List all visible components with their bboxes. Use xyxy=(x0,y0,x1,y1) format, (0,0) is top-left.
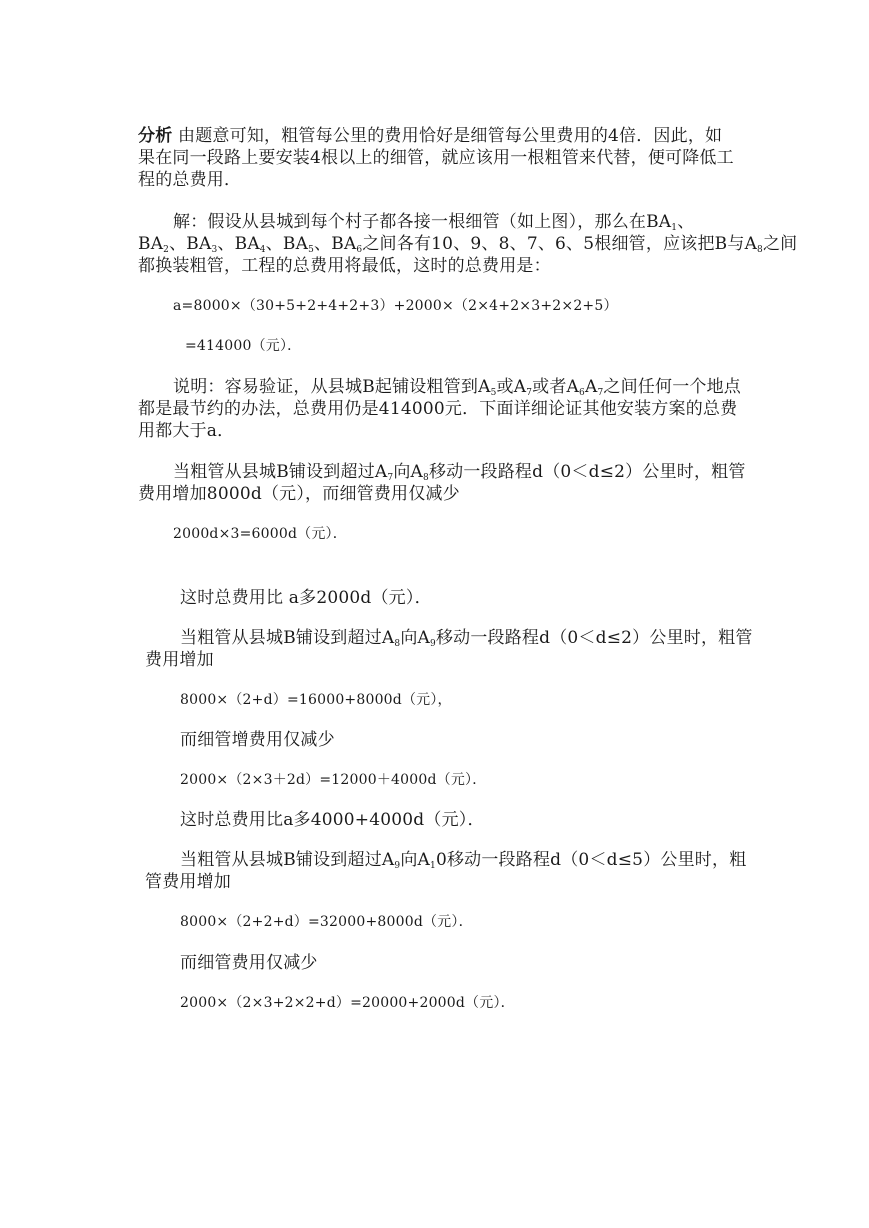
note-line-2: 都是最节约的办法，总费用仍是414000元．下面详细论证其他安装方案的总费 xyxy=(138,399,738,419)
solution-line-3: 都换装粗管，工程的总费用将最低，这时的总费用是： xyxy=(138,256,551,276)
case3-line-5: 2000×（2×3+2×2+d）=20000+2000d（元）． xyxy=(180,995,515,1011)
case3-line-1: 当粗管从县城B铺设到超过$A_9$向$A_10$移动一段路程d（0＜d≤5）公里时，粗 xyxy=(180,850,747,871)
case2-line-4: 而细管增费用仅减少 xyxy=(180,730,335,750)
case3-line-3: 8000×（2+2+d）=32000+8000d（元）． xyxy=(180,914,473,930)
solution-result: =414000（元）． xyxy=(185,338,302,354)
note-line-3: 用都大于a． xyxy=(138,421,235,441)
case1-line-3: 2000d×3=6000d（元）． xyxy=(173,526,347,542)
solution-line-2: $BA_2$、$BA_3$、$BA_4$、$BA_5$、$BA_6$之间各有10、9、8、7、6、5根细管，应该把B与$A_8$之间 xyxy=(138,234,798,255)
case3-line-4: 而细管费用仅减少 xyxy=(180,953,318,973)
case2-line-5: 2000×（2×3＋2d）=12000＋4000d（元）． xyxy=(180,772,487,788)
case2-line-1: 当粗管从县城B铺设到超过$A_8$向$A_9$移动一段路程d（0＜d≤2）公里时，粗管 xyxy=(180,628,753,649)
case2-line-6: 这时总费用比a多4000+4000d（元）． xyxy=(180,810,485,830)
case2-line-3: 8000×（2+d）=16000+8000d（元）， xyxy=(180,692,452,708)
case1-line-1: 当粗管从县城B铺设到超过$A_7$向$A_8$移动一段路程d（0＜d≤2）公里时，粗管 xyxy=(173,462,746,483)
note-line-1: 说明：容易验证，从县城B起铺设粗管到$A_5$或$A_7$或者$A_6A_7$之间任何一个地点 xyxy=(173,377,741,398)
analysis-heading: 分析 xyxy=(138,126,173,146)
case2-line-2: 费用增加 xyxy=(145,650,214,670)
case1-line-2: 费用增加8000d（元），而细管费用仅减少 xyxy=(138,484,460,504)
solution-line-1: 解：假设从县城到每个村子都各接一根细管（如上图），那么在$BA_1$、 xyxy=(173,212,695,233)
analysis-line-3: 程的总费用． xyxy=(138,170,242,190)
analysis-line-1: 分析 由题意可知，粗管每公里的费用恰好是细管每公里费用的4倍．因此，如 xyxy=(138,126,723,146)
analysis-line-2: 果在同一段路上要安装4根以上的细管，就应该用一根粗管来代替，便可降低工 xyxy=(138,148,734,168)
case3-line-2: 管费用增加 xyxy=(145,872,231,892)
case1-line-4: 这时总费用比 a多2000d（元）． xyxy=(180,588,432,608)
solution-formula: a=8000×（30+5+2+4+2+3）+2000×（2×4+2×3+2×2+5） xyxy=(173,298,618,314)
